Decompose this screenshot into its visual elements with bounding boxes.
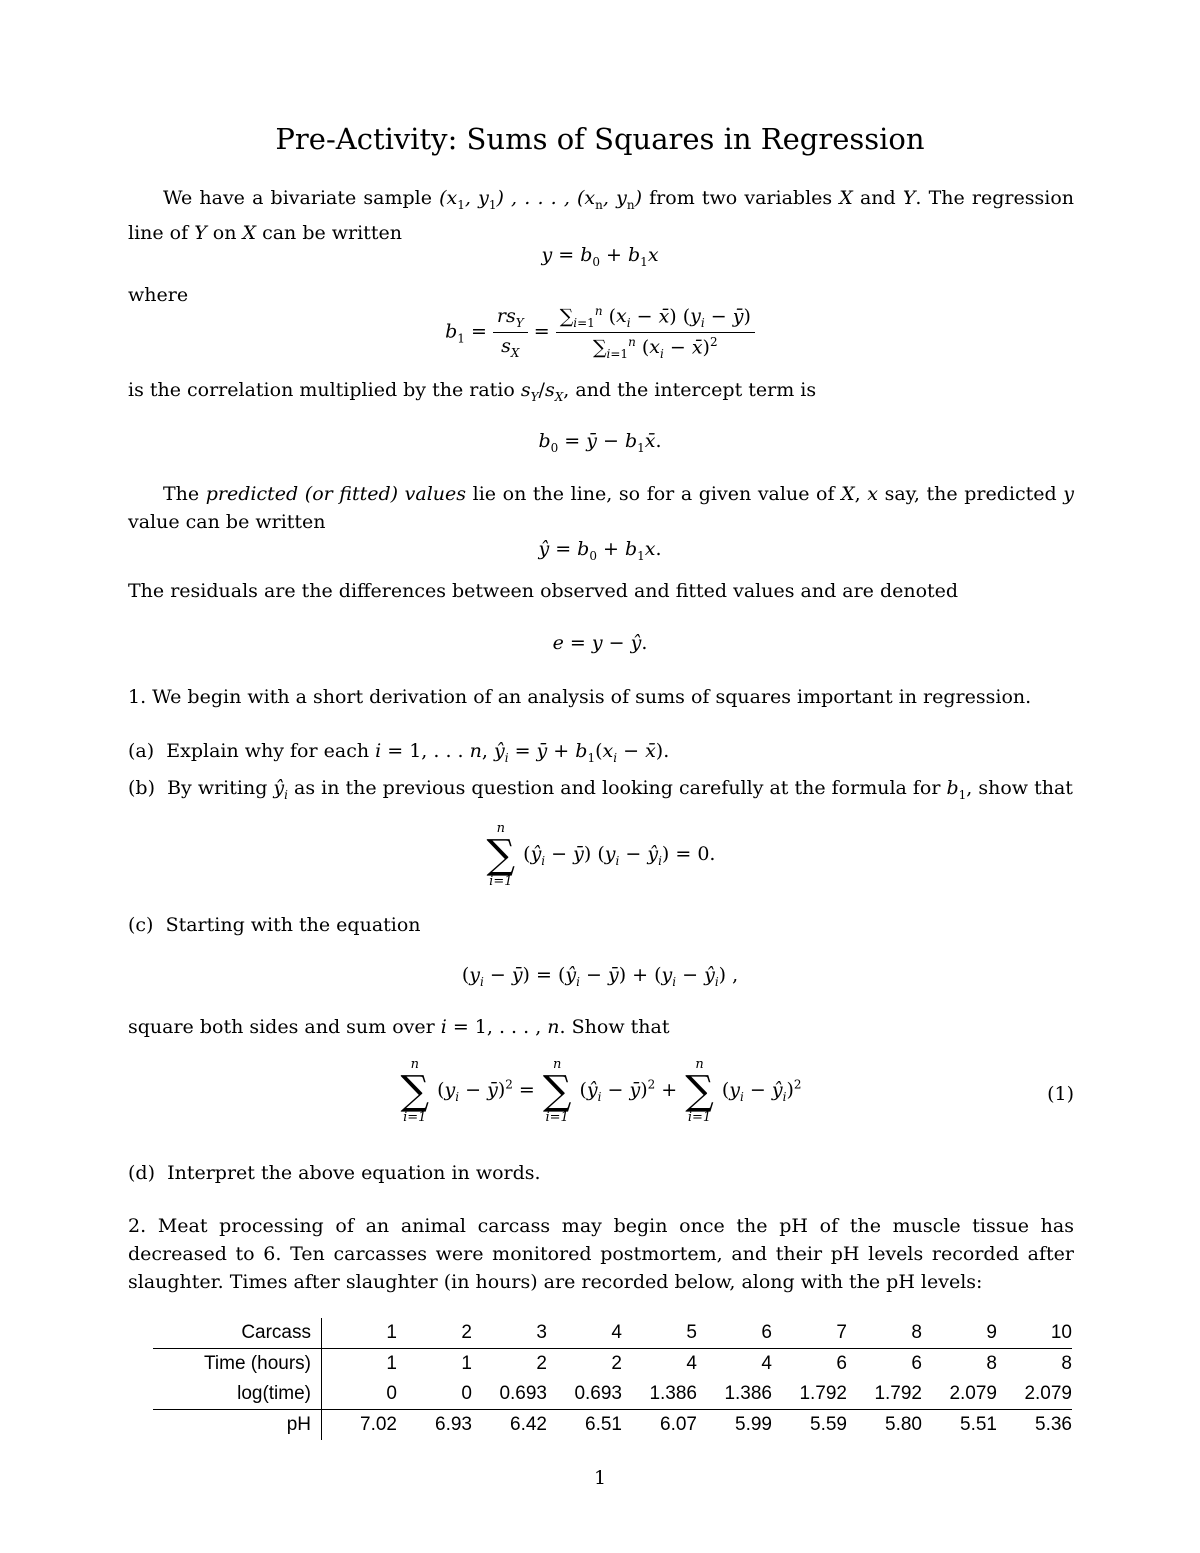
table-row <box>153 1379 1072 1410</box>
table-cell: 6 <box>697 1318 772 1349</box>
table-cell: 1 <box>461 1353 472 1374</box>
table-cell: 0.693 <box>472 1379 547 1410</box>
table-cell: 4 <box>547 1318 622 1349</box>
table-cell: 6.51 <box>585 1414 622 1435</box>
correlation-paragraph: is the correlation multiplied by the ratio $s_Y/s_X$, and the intercept term is <box>128 379 817 404</box>
question-1d: (d) Interpret the above equation in words. <box>128 1162 541 1184</box>
table-cell: 2.079 <box>922 1379 997 1410</box>
table-cell: 6.42 <box>510 1414 547 1435</box>
table-cell: 6 <box>911 1353 922 1374</box>
orthogonality-equation: n ∑ i=1 ($ŷ_i$ − ȳ) ($y_i$ − $ŷ_i) = 0$. <box>486 821 716 889</box>
carcass-data-table <box>153 1318 1072 1440</box>
question-1: 1. We begin with a short derivation of an analysis of sums of squares important in regression. <box>128 686 1032 708</box>
predicted-paragraph: The predicted (or fitted) values lie on the line, so for a given value of X, x say, the predicted y value can be written <box>128 483 1074 533</box>
table-cell: 6.07 <box>660 1414 697 1435</box>
table-cell: 1 <box>322 1318 398 1349</box>
table-cell: 4 <box>761 1353 772 1374</box>
regression-line-equation: $y = b_0 + b_1x$ <box>541 244 659 269</box>
table-cell: 2 <box>611 1353 622 1374</box>
table-cell: 5.59 <box>810 1414 847 1435</box>
question-1b: (b) By writing $ŷ_i$ as in the previous question and looking carefully at the formula for $b_1$, show that <box>128 777 1073 802</box>
table-cell: 5.36 <box>1035 1414 1072 1435</box>
table-row <box>153 1349 1072 1380</box>
row-label: log(time) <box>153 1379 322 1410</box>
intro-paragraph: We have a bivariate sample ($x_1$, $y_1$) , . . . , ($x_n$, $y_n$) from two variables X and Y. The regression line of Y on X can be written <box>128 187 1074 244</box>
table-cell: 2 <box>536 1353 547 1374</box>
table-cell: 5.99 <box>735 1414 772 1435</box>
slope-formula: $b_1$ = $\frac{rs_Y}{s_X}$ = $\frac{\sum_{i=1}^n (x_i - x̄) (y_i - ȳ)}{\sum_{i=1}^n (x_i - x̄)^2}$ <box>0 304 1200 361</box>
residual-equation: e = y − ŷ. <box>552 632 648 654</box>
table-row <box>153 1410 1072 1441</box>
table-cell: 8 <box>1061 1353 1072 1374</box>
table-cell: 3 <box>472 1318 547 1349</box>
row-label: Carcass <box>153 1318 322 1349</box>
table-cell: 5.80 <box>885 1414 922 1435</box>
residuals-paragraph: The residuals are the differences between observed and fitted values and are denoted <box>128 580 959 602</box>
table-cell: 7.02 <box>360 1414 397 1435</box>
table-cell: 7 <box>772 1318 847 1349</box>
question-1a: (a) Explain why for each i = 1, . . . n, $ŷ_i$ = ȳ + $b_1(x_i$ − x̄). <box>128 740 670 765</box>
table-cell: 1.386 <box>622 1379 697 1410</box>
table-cell: 5.51 <box>960 1414 997 1435</box>
table-cell: 2.079 <box>997 1379 1072 1410</box>
table-cell: 6.93 <box>435 1414 472 1435</box>
table-cell: 0 <box>397 1379 472 1410</box>
sum-of-squares-equation: n ∑ i=1 ($y_i$ − ȳ)$^2$ = n ∑ i=1 ($ŷ_i$ − ȳ)$^2$ + n ∑ i=1 ($y_i$ − $ŷ_i)^2$ <box>400 1057 802 1125</box>
table-cell: 4 <box>686 1353 697 1374</box>
question-1c-continued: square both sides and sum over i = 1, . . . , n. Show that <box>128 1016 670 1038</box>
table-cell: 1 <box>386 1353 397 1374</box>
table-cell: 9 <box>922 1318 997 1349</box>
table-cell: 2 <box>397 1318 472 1349</box>
row-label: Time (hours) <box>153 1349 322 1380</box>
row-label: pH <box>153 1410 322 1441</box>
table-row <box>153 1318 1072 1349</box>
table-cell: 5 <box>622 1318 697 1349</box>
table-cell: 10 <box>997 1318 1072 1349</box>
where-label: where <box>128 284 189 306</box>
table-cell: 0 <box>322 1379 398 1410</box>
table-cell: 1.386 <box>697 1379 772 1410</box>
table-cell: 8 <box>847 1318 922 1349</box>
decomposition-equation: ($y_i$ − ȳ) = ($ŷ_i$ − ȳ) + ($y_i$ − $ŷ_i$) , <box>461 964 739 989</box>
question-1c: (c) Starting with the equation <box>128 914 421 936</box>
page-number: 1 <box>593 1467 607 1489</box>
page-title: Pre-Activity: Sums of Squares in Regression <box>275 122 925 156</box>
table-cell: 1.792 <box>847 1379 922 1410</box>
table-cell: 0.693 <box>547 1379 622 1410</box>
table-cell: 1.792 <box>772 1379 847 1410</box>
intercept-equation: $b_0$ = ȳ − $b_1x̄$. <box>538 430 662 455</box>
question-2: 2. Meat processing of an animal carcass may begin once the pH of the muscle tissue has decreased to 6. Ten carcasses were monitored postmortem, and their pH levels recorded after slaughter. Times after slaughter (in hours) are recorded below, along with the pH levels: <box>128 1215 1074 1293</box>
equation-number: (1) <box>1047 1083 1074 1105</box>
table-cell: 8 <box>986 1353 997 1374</box>
table-cell: 6 <box>836 1353 847 1374</box>
predicted-equation: ŷ = $b_0 + b_1x$. <box>538 538 662 563</box>
